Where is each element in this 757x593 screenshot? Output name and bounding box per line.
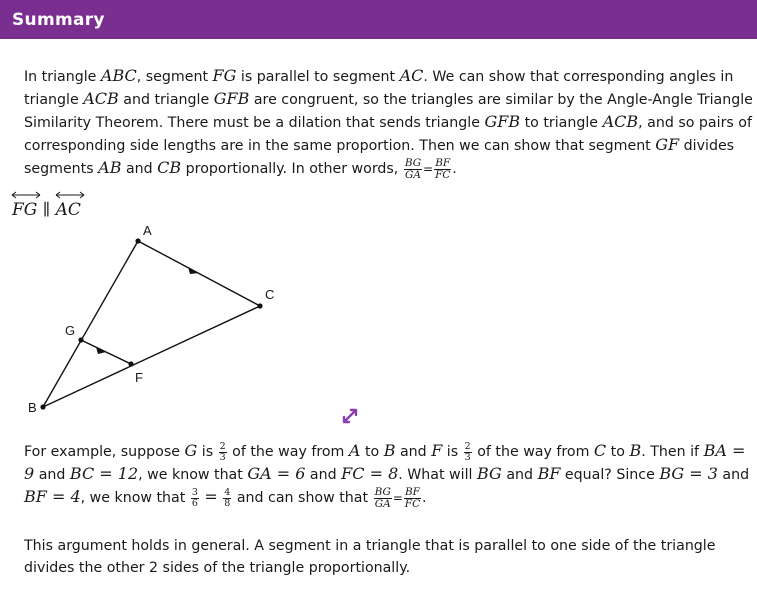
segment-ac	[138, 241, 260, 306]
segment-bc	[43, 306, 260, 407]
point-a	[135, 238, 140, 243]
point-g	[78, 337, 83, 342]
point-b	[40, 404, 45, 409]
parallel-statement: FG ∥ AC	[12, 200, 81, 220]
point-f	[128, 361, 133, 366]
fraction-bf-fc: $\frac{BF}{FC}$	[435, 156, 451, 181]
summary-paragraph-2: For example, suppose G is $\frac{2}{3}$ of the way from A to B and F is $\frac{2}{3}$ of the way from C to B. Then if BA = 9 and BC = 12, we know that GA = 6 and FC = 8. What will BG and BF equal? Since BG = 3 and BF = 4, we know that $\frac{3}{6}$ = $\frac{4}{8}$ and can show that $\frac{BG}{GA}$ = $\frac{BF}{FC}$ .	[24, 441, 750, 510]
summary-header	[0, 0, 757, 39]
label-b: B	[28, 400, 37, 415]
label-g: G	[65, 323, 76, 338]
triangle-diagram	[20, 220, 290, 420]
parallel-arrow-gf	[96, 347, 106, 354]
segment-ab	[43, 241, 138, 407]
summary-paragraph-1: In triangle ABC, segment FG is parallel to segment AC. We can show that corresponding angles in triangle ACB and triangle GFB are congruent, so the triangles are similar by the Angle-Angle Triangle Similarity Theorem. There must be a dilation that sends triangle GFB to triangle ACB, and so pairs of corresponding side lengths are in the same proportion. Then we can show that segment GF divides segments AB and CB proportionally. In other words, $\frac{BG}{GA}$ = $\frac{BF}{FC}$ .	[24, 66, 753, 181]
label-c: C	[265, 287, 275, 302]
expand-icon[interactable]	[340, 406, 360, 426]
label-f: F	[135, 370, 143, 385]
summary-title: Summary	[12, 9, 105, 30]
point-c	[257, 303, 262, 308]
summary-paragraph-3: This argument holds in general. A segment in a triangle that is parallel to one side of the triangle divides the other 2 sides of the triangle proportionally.	[24, 538, 716, 576]
fraction-bg-ga: $\frac{BG}{GA}$	[404, 156, 422, 181]
parallel-arrow-ac	[188, 267, 199, 274]
label-a: A	[143, 223, 152, 238]
